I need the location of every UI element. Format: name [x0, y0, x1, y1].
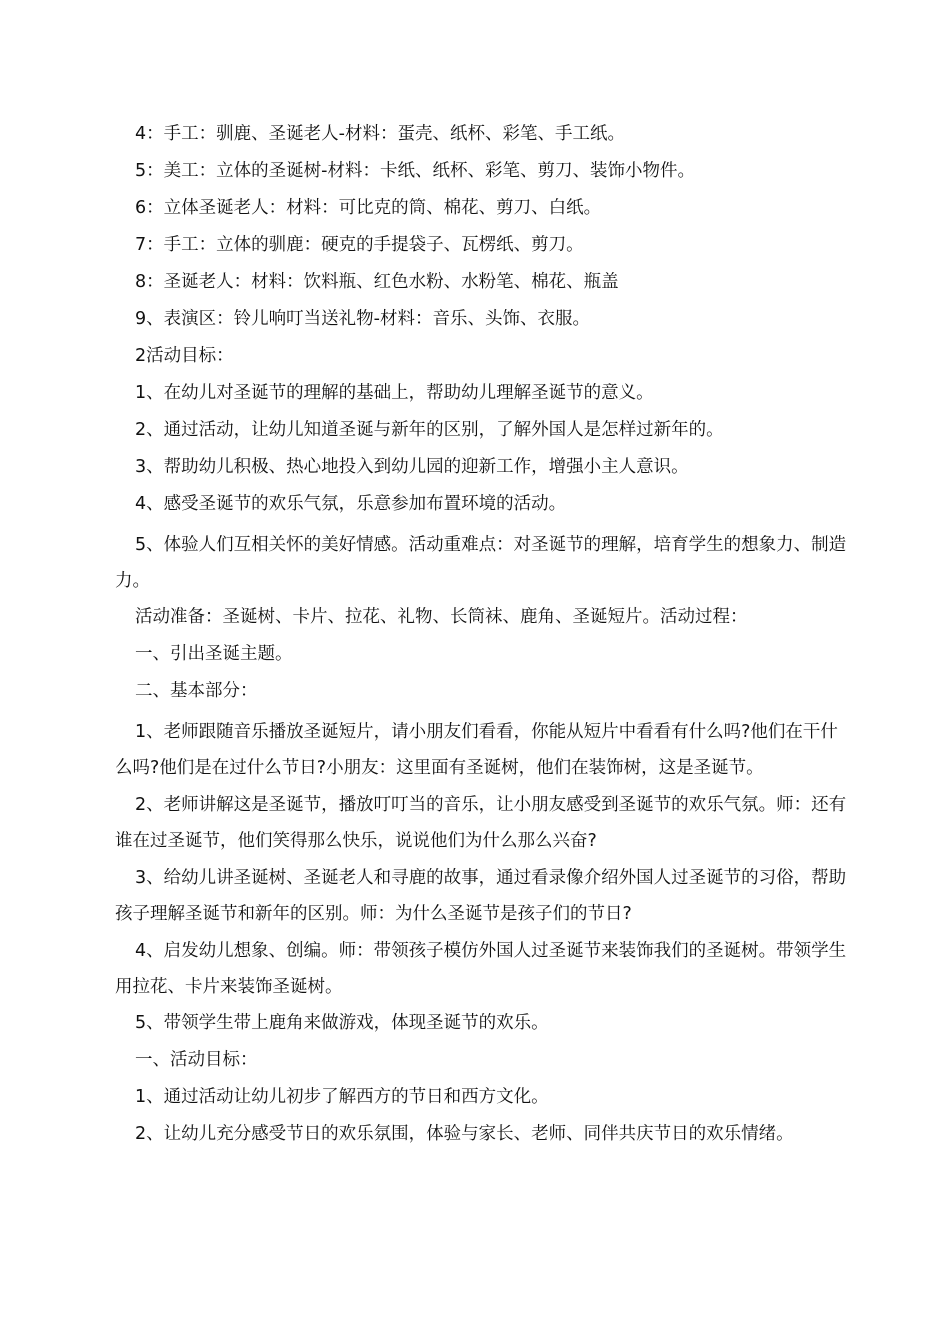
- paragraph: 4：手工：驯鹿、圣诞老人-材料：蛋壳、纸杯、彩笔、手工纸。: [135, 124, 625, 144]
- paragraph: 3、给幼儿讲圣诞树、圣诞老人和寻鹿的故事，通过看录像介绍外国人过圣诞节的习俗，帮助孩子理解圣诞节和新年的区别。师：为什么圣诞节是孩子们的节日?: [115, 868, 847, 924]
- paragraph: 9、表演区：铃儿响叮当送礼物-材料：音乐、头饰、衣服。: [135, 309, 590, 329]
- paragraph: 活动准备：圣诞树、卡片、拉花、礼物、长筒袜、鹿角、圣诞短片。活动过程：: [135, 607, 748, 627]
- paragraph: 5、体验人们互相关怀的美好情感。活动重难点：对圣诞节的理解，培育学生的想象力、制造力。: [115, 535, 847, 591]
- paragraph: 1、通过活动让幼儿初步了解西方的节日和西方文化。: [135, 1087, 549, 1107]
- paragraph: 5：美工：立体的圣诞树-材料：卡纸、纸杯、彩笔、剪刀、装饰小物件。: [135, 161, 695, 181]
- section-heading: 二、基本部分：: [135, 681, 258, 701]
- paragraph: 1、老师跟随音乐播放圣诞短片，请小朋友们看看，你能从短片中看看有什么吗?他们在干什么吗?他们是在过什么节日?小朋友：这里面有圣诞树，他们在装饰树，这是圣诞节。: [115, 722, 838, 778]
- document-body: [115, 120, 855, 1157]
- paragraph: 4、感受圣诞节的欢乐气氛，乐意参加布置环境的活动。: [135, 494, 567, 514]
- paragraph: 2、老师讲解这是圣诞节，播放叮叮当的音乐，让小朋友感受到圣诞节的欢乐气氛。师：还有谁在过圣诞节，他们笑得那么快乐，说说他们为什么那么兴奋?: [115, 795, 847, 851]
- paragraph: 4、启发幼儿想象、创编。师：带领孩子模仿外国人过圣诞节来装饰我们的圣诞树。带领学生用拉花、卡片来装饰圣诞树。: [115, 941, 847, 997]
- section-heading: 一、活动目标：: [135, 1050, 258, 1070]
- paragraph: 1、在幼儿对圣诞节的理解的基础上，帮助幼儿理解圣诞节的意义。: [135, 383, 654, 403]
- paragraph: 3、帮助幼儿积极、热心地投入到幼儿园的迎新工作，增强小主人意识。: [135, 457, 689, 477]
- section-heading: 一、引出圣诞主题。: [135, 644, 293, 664]
- paragraph: 7：手工：立体的驯鹿：硬克的手提袋子、瓦楞纸、剪刀。: [135, 235, 584, 255]
- paragraph: 5、带领学生带上鹿角来做游戏，体现圣诞节的欢乐。: [135, 1013, 549, 1033]
- paragraph: 2、让幼儿充分感受节日的欢乐氛围，体验与家长、老师、同伴共庆节日的欢乐情绪。: [135, 1124, 794, 1144]
- paragraph: 8：圣诞老人：材料：饮料瓶、红色水粉、水粉笔、棉花、瓶盖: [135, 272, 619, 292]
- paragraph: 6：立体圣诞老人：材料：可比克的筒、棉花、剪刀、白纸。: [135, 198, 602, 218]
- paragraph: 2、通过活动，让幼儿知道圣诞与新年的区别，了解外国人是怎样过新年的。: [135, 420, 724, 440]
- section-heading: 2活动目标：: [135, 346, 234, 366]
